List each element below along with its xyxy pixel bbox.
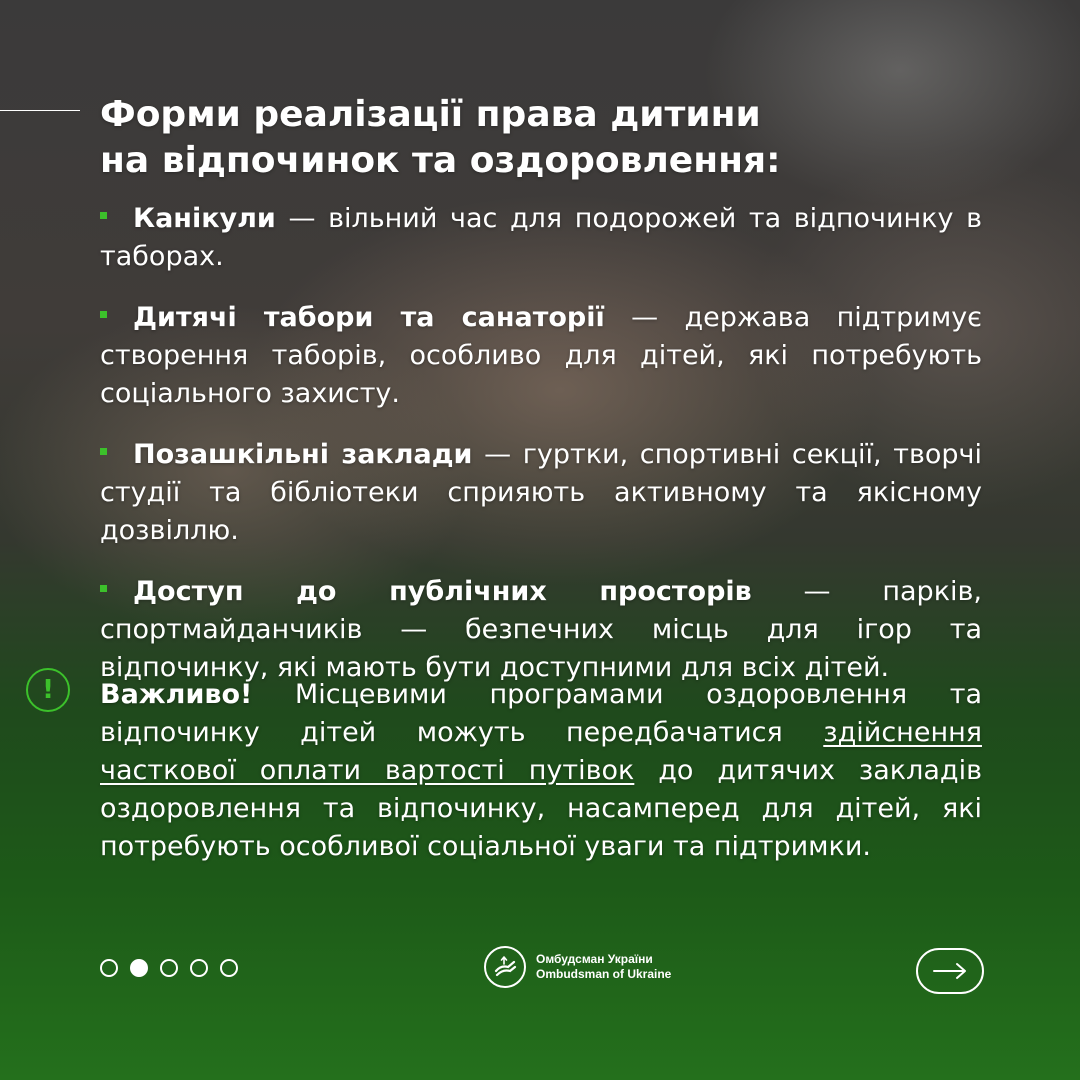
logo-line-2: Ombudsman of Ukraine	[536, 967, 672, 981]
page-title	[100, 92, 1000, 184]
list-item	[100, 573, 982, 687]
item-text: — парків, спортмайданчиків — безпечних місць для ігор та відпочинку, які мають бути доступними для всіх дітей.	[100, 576, 982, 683]
pagination-dot-active[interactable]	[130, 959, 148, 977]
item-term: Дитячі табори та санаторії	[133, 302, 605, 333]
forms-list	[100, 200, 982, 710]
important-note	[100, 676, 982, 866]
item-text: — вільний час для подорожей та відпочинку в таборах.	[100, 203, 982, 272]
bullet-icon	[100, 585, 107, 592]
note-underlined-text: здійснення часткової оплати вартості путівок	[100, 717, 982, 786]
note-lead: Важливо!	[100, 679, 253, 710]
item-term: Доступ до публічних просторів	[133, 576, 752, 607]
item-term: Позашкільні заклади	[133, 439, 473, 470]
bullet-icon	[100, 448, 107, 455]
item-text: — держава підтримує створення таборів, особливо для дітей, які потребують соціального захисту.	[100, 302, 982, 409]
pagination-dot[interactable]	[220, 959, 238, 977]
item-text: — гуртки, спортивні секції, творчі студії та бібліотеки сприяють активному та якісному дозвіллю.	[100, 439, 983, 546]
next-slide-button[interactable]	[916, 948, 984, 994]
pagination-dot[interactable]	[160, 959, 178, 977]
bullet-icon	[100, 212, 107, 219]
logo-line-1: Омбудсман України	[536, 952, 653, 966]
pagination-dot[interactable]	[100, 959, 118, 977]
arrow-right-icon	[932, 962, 968, 980]
note-text-after: до дитячих закладів оздоровлення та відпочинку, насамперед для дітей, які потребують особливої соціальної уваги та підтримки.	[100, 755, 982, 862]
list-item	[100, 436, 982, 550]
list-item	[100, 299, 982, 413]
bullet-icon	[100, 311, 107, 318]
pagination-dots	[100, 959, 238, 977]
title-line-1: Форми реалізації права дитини	[100, 94, 761, 135]
title-line-2: на відпочинок та оздоровлення:	[100, 140, 781, 181]
ombudsman-logo	[484, 946, 671, 988]
exclamation-icon: !	[26, 668, 70, 712]
title-rule	[0, 110, 80, 111]
list-item	[100, 200, 982, 276]
item-term: Канікули	[133, 203, 276, 234]
ombudsman-emblem-icon	[484, 946, 526, 988]
note-text-before: Місцевими програмами оздоровлення та відпочинку дітей можуть передбачатися	[100, 679, 982, 748]
pagination-dot[interactable]	[190, 959, 208, 977]
